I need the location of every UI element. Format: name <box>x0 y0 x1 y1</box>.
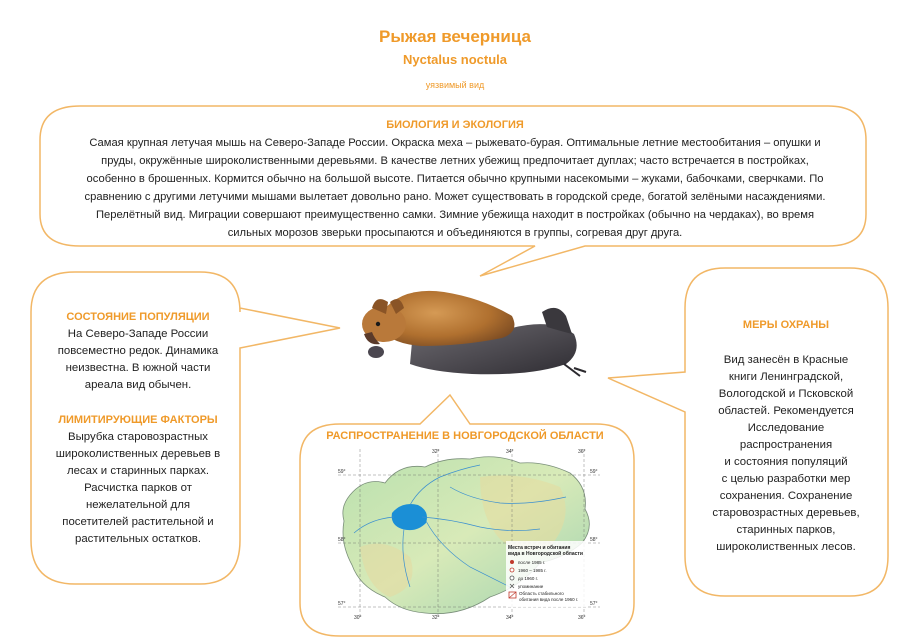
lat-label: 57° <box>590 601 598 607</box>
biology-section <box>52 117 858 242</box>
lat-label: 59° <box>338 469 346 475</box>
lon-label: 36° <box>578 449 586 455</box>
limiting-line: нежелательной для <box>85 499 191 511</box>
limiting-line: посетителей растительной и <box>62 516 214 528</box>
biology-line: сильных морозов зверьки просыпаются и объединяются в группы, согревая друг друга. <box>227 227 683 239</box>
measures-line: Вид занесён в Красные <box>723 354 849 366</box>
legend-item: упоминание <box>518 584 544 589</box>
limiting-heading: ЛИМИТИРУЮЩИЕ ФАКТОРЫ <box>58 414 218 426</box>
lon-label: 34° <box>506 615 514 621</box>
biology-line: особенно в брошенных. Кормится обычно на большой высоте. Питается обычно крупными насекомыми – жуками, бабочками, сверчками. По <box>86 173 824 185</box>
measures-line: сохранения. Сохранение <box>719 490 853 502</box>
distribution-map <box>330 447 610 622</box>
measures-section <box>690 317 882 556</box>
lon-label: 36° <box>578 615 586 621</box>
status-label: уязвимый вид <box>425 80 485 90</box>
legend-area: Область стабильного <box>519 591 564 596</box>
biology-line: Перелётный вид. Миграции совершают преимущественно самки. Зимние убежища находит в постройках (обычно на чердаках), во время <box>95 209 815 221</box>
measures-line: широколиственных лесов. <box>716 541 856 553</box>
latin-name: Nyctalus noctula <box>402 52 508 67</box>
measures-line: и состояния популяций <box>724 456 848 468</box>
measures-heading: МЕРЫ ОХРАНЫ <box>742 319 830 331</box>
measures-line: Исследование <box>747 422 825 434</box>
biology-line: Самая крупная летучая мышь на Северо-Западе России. Окраска меха – рыжевато-бурая. Оптимальные летние местообитания – опушки и <box>89 137 821 149</box>
measures-line: распространения <box>739 439 833 451</box>
legend-item: 1960 – 1985 г. <box>518 568 547 573</box>
distribution-heading: РАСПРОСТРАНЕНИЕ В НОВГОРОДСКОЙ ОБЛАСТИ <box>326 430 604 442</box>
limiting-line: Расчистка парков от <box>84 482 192 494</box>
legend-title: Места встреч и обитания <box>508 545 571 551</box>
population-line: На Северо-Западе России <box>67 328 209 340</box>
lat-label: 59° <box>590 469 598 475</box>
lon-label: 32° <box>432 449 440 455</box>
lat-label: 58° <box>590 537 598 543</box>
measures-line: Вологодской и Псковской <box>718 388 854 400</box>
population-line: неизвестна. В южной части <box>65 362 211 374</box>
legend-title: вида в Новгородской области <box>508 551 583 557</box>
measures-line: с целью разработки мер <box>721 473 851 485</box>
measures-line: книги Ленинградской, <box>728 371 844 383</box>
biology-heading: БИОЛОГИЯ И ЭКОЛОГИЯ <box>386 119 524 131</box>
biology-line: пруды, окружённые широколиственными деревьями. В качестве летних убежищ предпочитает дуплах; часто встречается в постройках, <box>101 155 809 167</box>
legend-item: после 1985 г. <box>518 560 546 565</box>
limiting-line: широколиственных деревьев в <box>55 448 221 460</box>
lon-label: 32° <box>432 615 440 621</box>
lat-label: 58° <box>338 537 346 543</box>
measures-line: старовозрастных деревьев, <box>712 507 860 519</box>
legend-item: до 1960 г. <box>518 576 538 581</box>
population-heading: СОСТОЯНИЕ ПОПУЛЯЦИИ <box>66 311 210 323</box>
limiting-line: лесах и старинных парках. <box>66 465 210 477</box>
lon-label: 30° <box>354 615 362 621</box>
measures-line: старинных парков, <box>736 524 836 536</box>
population-section <box>38 309 238 394</box>
lon-label: 34° <box>506 449 514 455</box>
population-line: ареала вид обычен. <box>84 379 192 391</box>
limiting-line: Вырубка старовозрастных <box>68 431 208 443</box>
legend-area: обитания вида после 1960 г. <box>519 597 579 602</box>
bat-illustration <box>352 272 602 387</box>
limiting-line: растительных остатков. <box>75 533 201 545</box>
limiting-section <box>38 412 238 548</box>
lat-label: 57° <box>338 601 346 607</box>
biology-line: сравнению с другими летучими мышами вылетает довольно рано. Может существовать в городской среде, богатой зелёными насаждениями. <box>84 191 826 203</box>
page-title: Рыжая вечерница <box>378 27 531 46</box>
measures-line: областей. Рекомендуется <box>718 405 854 417</box>
population-line: повсеместно редок. Динамика <box>57 345 219 357</box>
